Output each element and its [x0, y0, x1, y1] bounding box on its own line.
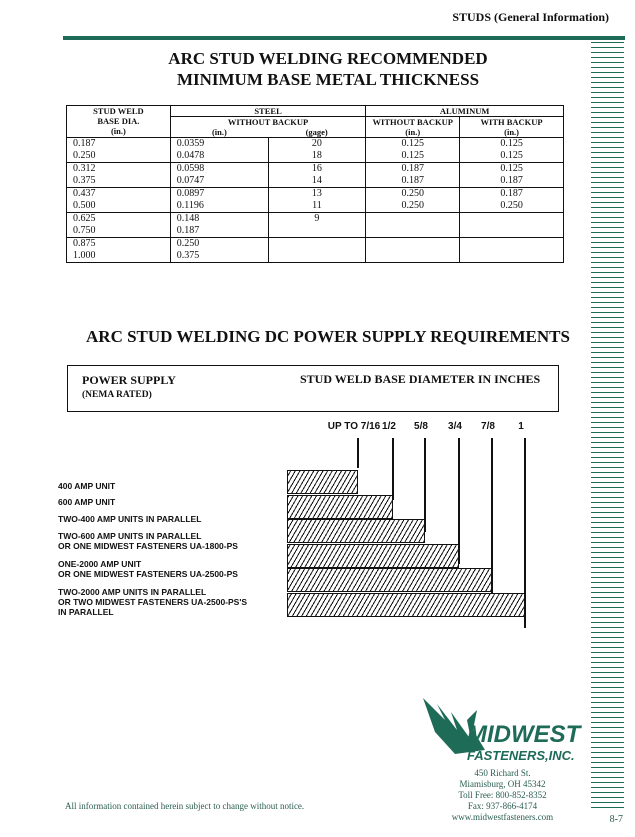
cell-al_wo: 0.187 0.187	[366, 163, 460, 188]
unit-label: ONE-2000 AMP UNIT OR ONE MIDWEST FASTENERS UA-2500-PS	[58, 559, 238, 579]
header-stud-dia: STUD WELD BASE DIA. (in.)	[67, 106, 171, 138]
size-tick	[424, 438, 426, 532]
side-stripe-decoration	[591, 42, 624, 812]
size-label: 3/4	[448, 421, 462, 432]
cell-al_w: 0.125 0.125	[460, 138, 564, 163]
header-aluminum: ALUMINUM	[366, 106, 564, 117]
diameter-heading: STUD WELD BASE DIAMETER IN INCHES	[300, 372, 541, 386]
unit-label: 600 AMP UNIT	[58, 497, 116, 507]
cell-gage: 20 18	[268, 138, 366, 163]
size-label: UP TO 7/16	[327, 421, 381, 432]
section-header: STUDS (General Information)	[452, 10, 609, 24]
cell-steel: 0.0359 0.0478	[170, 138, 268, 163]
header-al-with: WITH BACKUP (in.)	[460, 117, 564, 138]
cell-al_w	[460, 238, 564, 263]
cell-steel: 0.250 0.375	[170, 238, 268, 263]
logo-wordmark-bottom: FASTENERS,INC.	[467, 748, 575, 763]
capacity-bar	[287, 495, 393, 519]
address-line-city: Miamisburg, OH 45342	[459, 779, 546, 789]
cell-gage: 16 14	[268, 163, 366, 188]
cell-steel: 0.0897 0.1196	[170, 188, 268, 213]
cell-dia: 0.312 0.375	[67, 163, 171, 188]
thickness-title-line1: ARC STUD WELDING RECOMMENDED	[168, 49, 488, 68]
size-label: 7/8	[481, 421, 495, 432]
cell-steel: 0.0598 0.0747	[170, 163, 268, 188]
table-row	[67, 238, 564, 263]
table-row	[67, 213, 564, 238]
header-steel: STEEL	[170, 106, 366, 117]
company-logo	[415, 690, 581, 770]
table-row	[67, 163, 564, 188]
unit-label: TWO-2000 AMP UNITS IN PARALLEL OR TWO MIDWEST FASTENERS UA-2500-PS'S IN PARALLEL	[58, 587, 248, 617]
cell-al_wo	[366, 238, 460, 263]
capacity-bar	[287, 519, 425, 543]
unit-label: TWO-600 AMP UNITS IN PARALLEL OR ONE MIDWEST FASTENERS UA-1800-PS	[58, 531, 238, 551]
cell-steel: 0.148 0.187	[170, 213, 268, 238]
address-line-tollfree: Toll Free: 800-852-8352	[458, 790, 547, 800]
cell-al_w: 0.187 0.250	[460, 188, 564, 213]
size-tick	[392, 438, 394, 500]
cell-dia: 0.625 0.750	[67, 213, 171, 238]
size-label: 1	[518, 421, 524, 432]
capacity-bar	[287, 470, 358, 494]
footer-note: All information contained herein subject to change without notice.	[65, 801, 305, 811]
cell-al_wo: 0.250 0.250	[366, 188, 460, 213]
cell-al_wo	[366, 213, 460, 238]
capacity-bar	[287, 568, 492, 592]
size-label: 5/8	[414, 421, 428, 432]
cell-al_w	[460, 213, 564, 238]
nema-label: (NEMA RATED)	[82, 390, 152, 400]
capacity-bar	[287, 593, 525, 617]
cell-gage: 13 11	[268, 188, 366, 213]
page-number: 8-7	[609, 814, 623, 825]
logo-wordmark-top: MIDWEST	[467, 721, 581, 748]
unit-label: 400 AMP UNIT	[58, 481, 116, 491]
header-steel-sub: WITHOUT BACKUP (in.) (gage)	[170, 117, 366, 138]
thickness-title	[63, 48, 593, 90]
address-line-street: 450 Richard St.	[474, 768, 531, 778]
cell-dia: 0.187 0.250	[67, 138, 171, 163]
address-line-fax: Fax: 937-866-4174	[467, 801, 538, 811]
unit-label: TWO-400 AMP UNITS IN PARALLEL	[58, 514, 202, 524]
cell-dia: 0.437 0.500	[67, 188, 171, 213]
cell-al_w: 0.125 0.187	[460, 163, 564, 188]
cell-gage: 9	[268, 213, 366, 238]
table-row	[67, 188, 564, 213]
power-title: ARC STUD WELDING DC POWER SUPPLY REQUIREMENTS	[86, 327, 570, 346]
thickness-title-line2: MINIMUM BASE METAL THICKNESS	[176, 70, 480, 89]
thickness-table	[66, 105, 564, 263]
power-supply-label: POWER SUPPLY	[82, 373, 176, 387]
capacity-bar	[287, 544, 459, 568]
size-label: 1/2	[382, 421, 396, 432]
size-tick	[357, 438, 359, 468]
website-link[interactable]: www.midwestfasteners.com	[451, 812, 554, 822]
cell-dia: 0.875 1.000	[67, 238, 171, 263]
header-al-without: WITHOUT BACKUP (in.)	[366, 117, 460, 138]
cell-al_wo: 0.125 0.125	[366, 138, 460, 163]
table-row	[67, 138, 564, 163]
cell-gage	[268, 238, 366, 263]
top-rule	[63, 36, 625, 40]
